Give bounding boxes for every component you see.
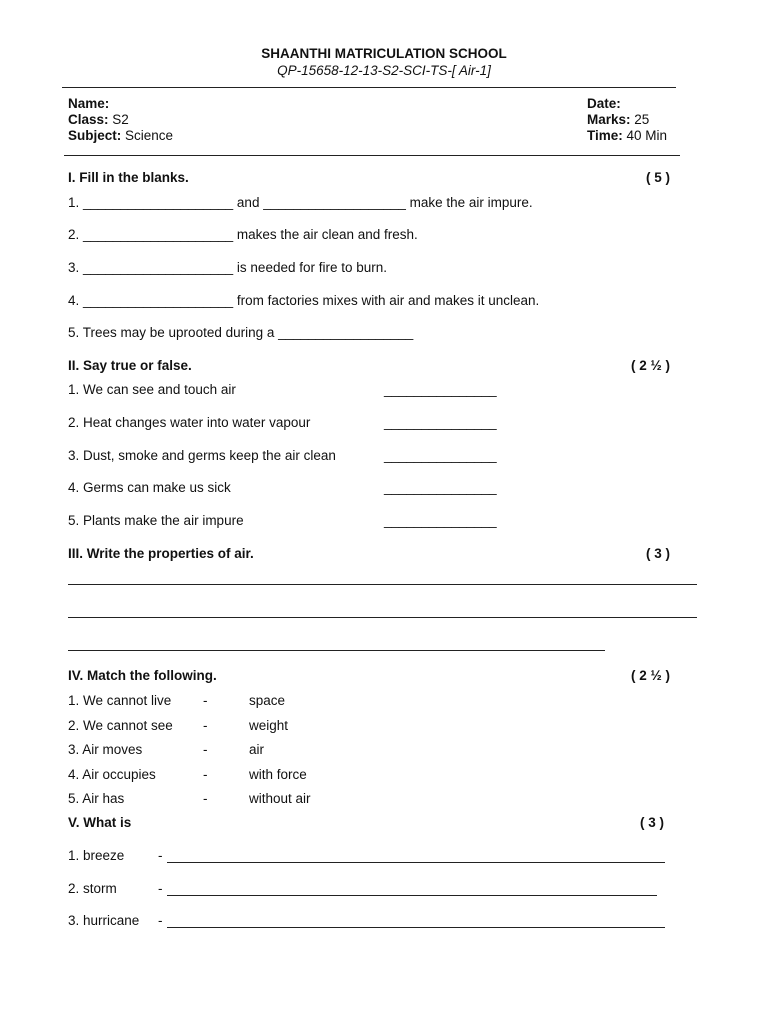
- what-is-q1: 1. breeze: [68, 848, 125, 863]
- subject-row: [68, 128, 173, 144]
- section3-title: III. Write the properties of air.: [68, 546, 254, 561]
- what-is-q3: 3. hurricane: [68, 913, 140, 928]
- section4-title: IV. Match the following.: [68, 668, 217, 683]
- true-false-blank-1: _______________: [384, 382, 497, 397]
- match-left-5: 5. Air has: [68, 791, 125, 806]
- fill-blank-q3: 3. ____________________ is needed for fire to burn.: [68, 260, 388, 275]
- match-right-4: with force: [249, 767, 307, 782]
- fill-blank-q2: 2. ____________________ makes the air clean and fresh.: [68, 227, 418, 242]
- section1-title: I. Fill in the blanks.: [68, 170, 189, 185]
- match-dash-2: -: [203, 718, 208, 733]
- answer-line-1: [68, 584, 697, 585]
- time-value: 40 Min: [622, 128, 668, 143]
- what-is-line-1: [167, 862, 665, 863]
- subject-value: Science: [121, 128, 174, 143]
- class-value: S2: [108, 112, 129, 127]
- what-is-dash-1: -: [158, 848, 163, 863]
- section1-marks: ( 5 ): [645, 170, 670, 185]
- name-label: Name:: [68, 96, 110, 111]
- section4-marks: ( 2 ½ ): [630, 668, 670, 683]
- match-right-5: without air: [249, 791, 311, 806]
- section5-marks: ( 3 ): [639, 815, 664, 830]
- section5-title: V. What is: [68, 815, 132, 830]
- time-row: [587, 128, 667, 144]
- true-false-q3: 3. Dust, smoke and germs keep the air clean: [68, 448, 336, 463]
- true-false-blank-3: _______________: [384, 448, 497, 463]
- section2-title: II. Say true or false.: [68, 358, 192, 373]
- match-left-4: 4. Air occupies: [68, 767, 156, 782]
- match-right-2: weight: [249, 718, 289, 733]
- match-dash-3: -: [203, 742, 208, 757]
- date-label: Date:: [587, 96, 621, 111]
- match-left-1: 1. We cannot live: [68, 693, 172, 708]
- true-false-blank-5: _______________: [384, 513, 497, 528]
- section2-marks: ( 2 ½ ): [630, 358, 670, 373]
- true-false-q4: 4. Germs can make us sick: [68, 480, 231, 495]
- true-false-q1: 1. We can see and touch air: [68, 382, 236, 397]
- match-dash-5: -: [203, 791, 208, 806]
- what-is-dash-2: -: [158, 881, 163, 896]
- header-divider: [62, 87, 676, 88]
- true-false-q5: 5. Plants make the air impure: [68, 513, 244, 528]
- time-label: Time:: [587, 128, 623, 143]
- true-false-blank-4: _______________: [384, 480, 497, 495]
- match-dash-4: -: [203, 767, 208, 782]
- info-divider: [64, 155, 680, 156]
- what-is-line-2: [167, 895, 657, 896]
- marks-value: 25: [630, 112, 650, 127]
- paper-code: QP-15658-12-13-S2-SCI-TS-[ Air-1]: [277, 63, 491, 78]
- match-right-1: space: [249, 693, 286, 708]
- match-right-3: air: [249, 742, 265, 757]
- school-name: SHAANTHI MATRICULATION SCHOOL: [261, 46, 507, 61]
- what-is-dash-3: -: [158, 913, 163, 928]
- what-is-q2: 2. storm: [68, 881, 117, 896]
- answer-line-3: [68, 650, 605, 651]
- marks-label: Marks:: [587, 112, 631, 127]
- match-left-3: 3. Air moves: [68, 742, 143, 757]
- what-is-line-3: [167, 927, 665, 928]
- match-left-2: 2. We cannot see: [68, 718, 173, 733]
- class-label: Class:: [68, 112, 109, 127]
- true-false-q2: 2. Heat changes water into water vapour: [68, 415, 311, 430]
- match-dash-1: -: [203, 693, 208, 708]
- fill-blank-q5: 5. Trees may be uprooted during a __________________: [68, 325, 414, 340]
- class-row: [68, 112, 129, 128]
- fill-blank-q1: 1. ____________________ and ___________________ make the air impure.: [68, 195, 533, 210]
- marks-row: [587, 112, 649, 128]
- subject-label: Subject:: [68, 128, 122, 143]
- fill-blank-q4: 4. ____________________ from factories mixes with air and makes it unclean.: [68, 293, 540, 308]
- true-false-blank-2: _______________: [384, 415, 497, 430]
- answer-line-2: [68, 617, 697, 618]
- section3-marks: ( 3 ): [645, 546, 670, 561]
